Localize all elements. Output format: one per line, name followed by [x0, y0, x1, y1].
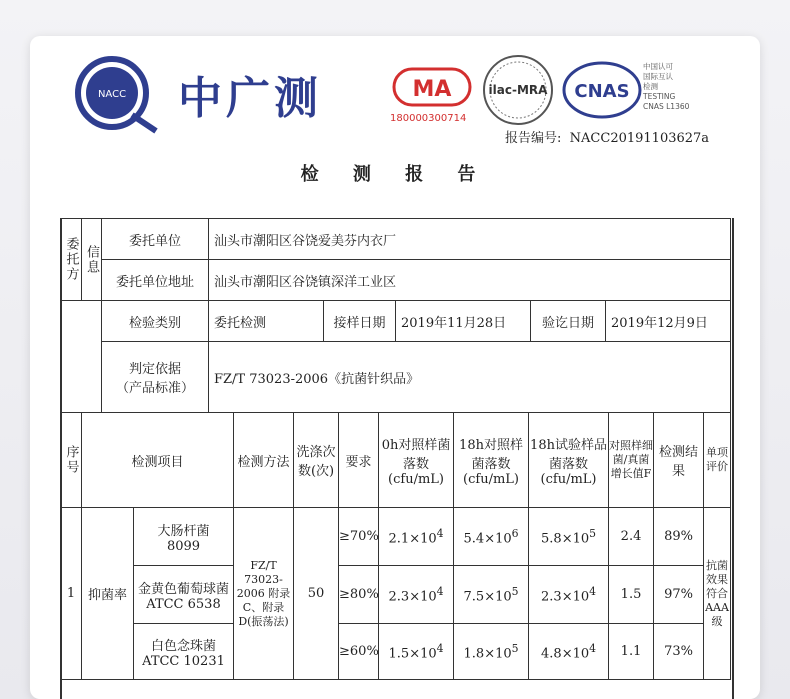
ratio-value: 1.5	[609, 566, 654, 624]
finish-date-label: 验讫日期	[531, 301, 606, 342]
header-0h: 0h对照样菌落数(cfu/mL)	[379, 413, 454, 508]
evaluation-text: 抗菌效果符合AAA级	[704, 508, 731, 680]
cma-number: 180000300714	[390, 113, 467, 124]
sample-date-value: 2019年11月28日	[396, 301, 531, 342]
category-label: 检验类别	[102, 301, 209, 342]
row-category: 抑菌率	[82, 508, 134, 680]
header-method: 检测方法	[234, 413, 294, 508]
header-result: 检测结果	[654, 413, 704, 508]
h18c-value: $1.8\times 10^5$	[454, 624, 529, 680]
requirement-value: ≥70%	[339, 508, 379, 566]
header-requirement: 要求	[339, 413, 379, 508]
requirement-value: ≥60%	[339, 624, 379, 680]
h18t-value: $4.8\times 10^4$	[529, 624, 609, 680]
washes-value: 50	[294, 508, 339, 680]
row-no: 1	[61, 508, 82, 680]
cnas-seal-icon	[562, 60, 642, 120]
client-value: 汕头市潮阳区谷饶爱美芬内衣厂	[209, 219, 731, 260]
header-item: 检测项目	[82, 413, 234, 508]
h18t-value: $2.3\times 10^4$	[529, 566, 609, 624]
company-logo-text: 中广测	[178, 73, 322, 124]
cma-seal-icon	[392, 67, 472, 107]
ratio-value: 2.4	[609, 508, 654, 566]
basis-value: FZ/T 73023-2006《抗菌针织品》	[209, 342, 731, 413]
header-18h-test: 18h试验样品菌落数(cfu/mL)	[529, 413, 609, 508]
client-info-table	[60, 218, 731, 413]
result-value: 73%	[654, 624, 704, 680]
h0-value: $2.1\times 10^4$	[379, 508, 454, 566]
client-group-label: 委托方	[61, 219, 82, 301]
h0-value: $1.5\times 10^4$	[379, 624, 454, 680]
item-name: 金黄色葡萄球菌 ATCC 6538	[134, 566, 234, 624]
item-name: 大肠杆菌 8099	[134, 508, 234, 566]
finish-date-value: 2019年12月9日	[606, 301, 731, 342]
sample-date-label: 接样日期	[324, 301, 396, 342]
client-group-label-2: 信息	[82, 219, 102, 301]
requirement-value: ≥80%	[339, 566, 379, 624]
report-number: 报告编号: NACC20191103627a	[505, 131, 710, 146]
report-title: 检 测 报 告	[300, 164, 490, 185]
logo-badge: NACC	[97, 89, 127, 100]
svg-text:CNAS: CNAS	[574, 81, 630, 102]
results-table	[60, 412, 731, 680]
svg-text:ilac-MRA: ilac-MRA	[488, 83, 548, 97]
result-value: 97%	[654, 566, 704, 624]
header-washes: 洗涤次数(次)	[294, 413, 339, 508]
item-name: 白色念珠菌 ATCC 10231	[134, 624, 234, 680]
h18t-value: $5.8\times 10^5$	[529, 508, 609, 566]
cnas-caption: 中国认可 国际互认 检测 TESTING CNAS L1360	[643, 62, 690, 111]
address-label: 委托单位地址	[102, 260, 209, 301]
category-value: 委托检测	[209, 301, 324, 342]
nacc-logo-icon	[70, 55, 160, 135]
ratio-value: 1.1	[609, 624, 654, 680]
svg-text:MA: MA	[412, 77, 452, 102]
ilac-mra-icon	[481, 53, 555, 127]
h18c-value: $5.4\times 10^6$	[454, 508, 529, 566]
h18c-value: $7.5\times 10^5$	[454, 566, 529, 624]
basis-label: 判定依据 （产品标准）	[102, 342, 209, 413]
header-ratio: 对照样细菌/真菌增长值F	[609, 413, 654, 508]
h0-value: $2.3\times 10^4$	[379, 566, 454, 624]
header-18h-control: 18h对照样菌落数(cfu/mL)	[454, 413, 529, 508]
client-label: 委托单位	[102, 219, 209, 260]
result-value: 89%	[654, 508, 704, 566]
method-text: FZ/T 73023-2006 附录C、附录D(振荡法)	[234, 508, 294, 680]
address-value: 汕头市潮阳区谷饶镇深洋工业区	[209, 260, 731, 301]
header-eval: 单项评价	[704, 413, 731, 508]
header-no: 序号	[61, 413, 82, 508]
